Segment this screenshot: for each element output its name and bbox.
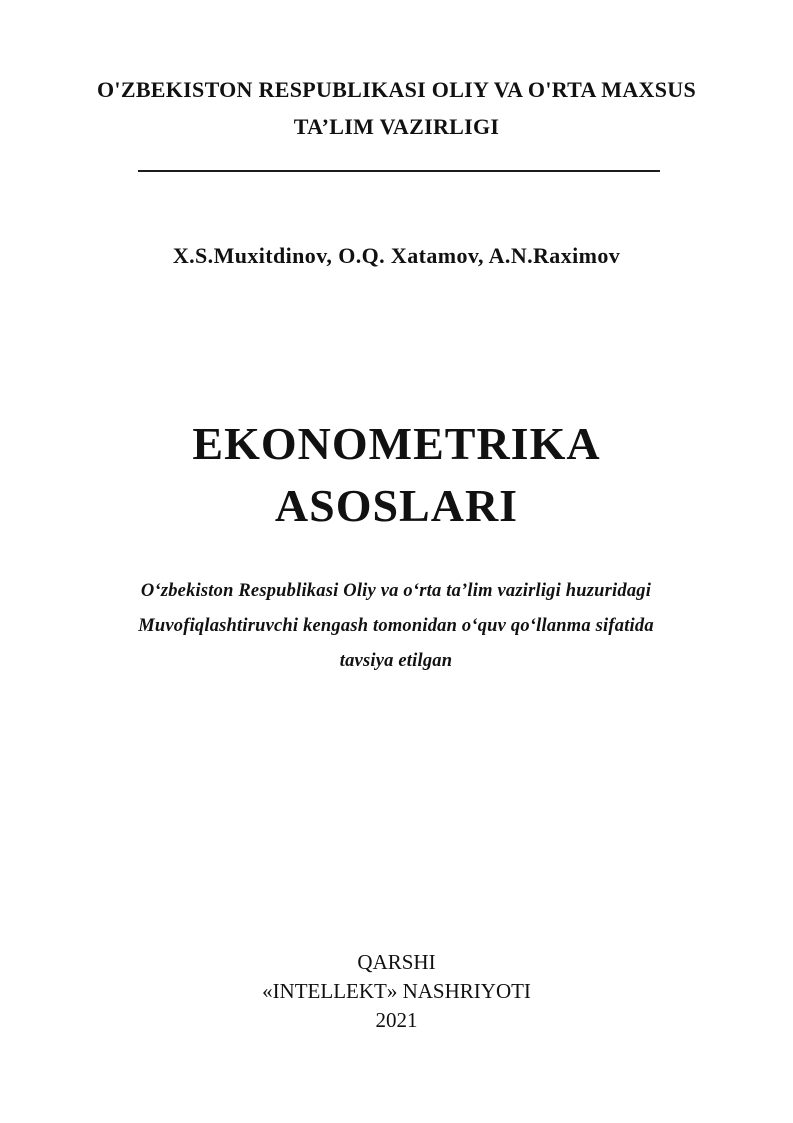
- imprint-city: QARSHI: [357, 950, 436, 974]
- book-title: [0, 413, 793, 537]
- imprint-publisher: «INTELLEKT» NASHRIYOTI: [262, 979, 531, 1003]
- recommendation-line-3: tavsiya etilgan: [339, 651, 453, 671]
- authors-line: X.S.Muxitdinov, O.Q. Xatamov, A.N.Raximov: [172, 243, 621, 268]
- recommendation-line-1: O‘zbekiston Respublikasi Oliy va o‘rta ta’lim vazirligi huzuridagi: [140, 581, 652, 601]
- recommendation-text: [96, 574, 696, 679]
- ministry-line-1: O'ZBEKISTON RESPUBLIKASI OLIY VA O'RTA MAXSUS: [97, 77, 696, 102]
- book-title-line-2: ASOSLARI: [274, 480, 519, 531]
- header-divider-line: [138, 170, 660, 172]
- ministry-header: [0, 71, 793, 145]
- imprint-year: 2021: [375, 1008, 418, 1032]
- book-title-line-1: EKONOMETRIKA: [192, 418, 601, 469]
- ministry-line-2: TA’LIM VAZIRLIGI: [293, 114, 500, 139]
- publisher-imprint: [0, 948, 793, 1035]
- recommendation-line-2: Muvofiqlashtiruvchi kengash tomonidan o‘quv qo‘llanma sifatida: [138, 616, 654, 636]
